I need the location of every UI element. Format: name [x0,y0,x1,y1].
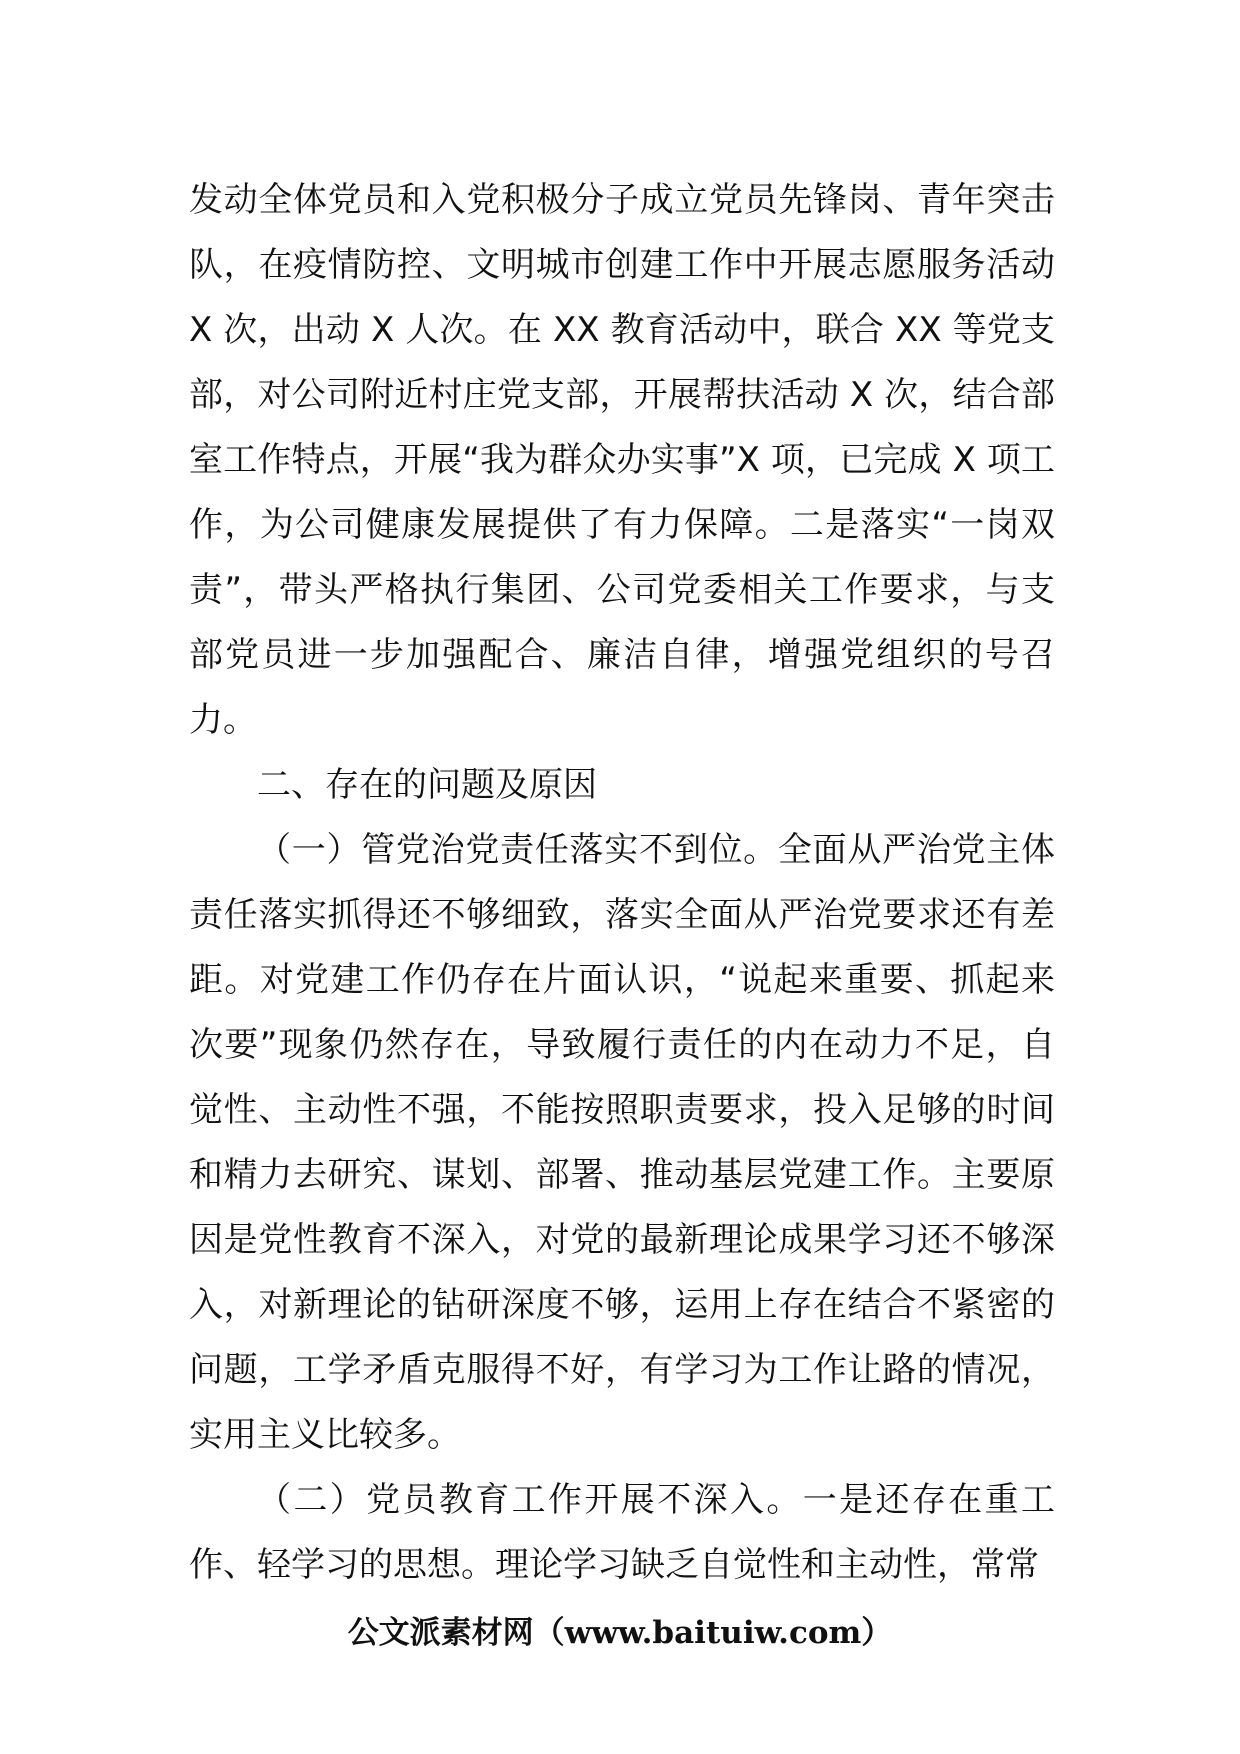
paragraph-education: （二）党员教育工作开展不深入。一是还存在重工作、轻学习的思想。理论学习缺乏自觉性和主动性，常常 [189,1480,1055,1585]
section-heading-problems: 二、存在的问题及原因 [257,765,597,805]
paragraph-responsibility: （一）管党治党责任落实不到位。全面从严治党主体责任落实抓得还不够细致，落实全面从严治党要求还有差距。对党建工作仍存在片面认识，“说起来重要、抓起来次要”现象仍然存在，导致履行责任的内在动力不足，自觉性、主动性不强，不能按照职责要求，投入足够的时间和精力去研究、谋划、部署、推动基层党建工作。主要原因是党性教育不深入，对党的最新理论成果学习还不够深入，对新理论的钻研深度不够，运用上存在结合不紧密的问题，工学矛盾克服得不好，有学习为工作让路的情况，实用主义比较多。 [189,830,1055,1455]
paragraph-continuation: 发动全体党员和入党积极分子成立党员先锋岗、青年突击队，在疫情防控、文明城市创建工作中开展志愿服务活动 X 次，出动 X 人次。在 XX 教育活动中，联合 XX 等党支部，对公司附近村庄党支部，开展帮扶活动 X 次，结合部室工作特点，开展“我为群众办实事”X 项，已完成 X 项工作，为公司健康发展提供了有力保障。二是落实“一岗双责”，带头严格执行集团、公司党委相关工作要求，与支部党员进一步加强配合、廉洁自律，增强党组织的号召力。 [189,180,1055,740]
footer-watermark: 公文派素材网（www.baituiw.com） [347,1615,893,1651]
document-body [189,168,1055,1598]
